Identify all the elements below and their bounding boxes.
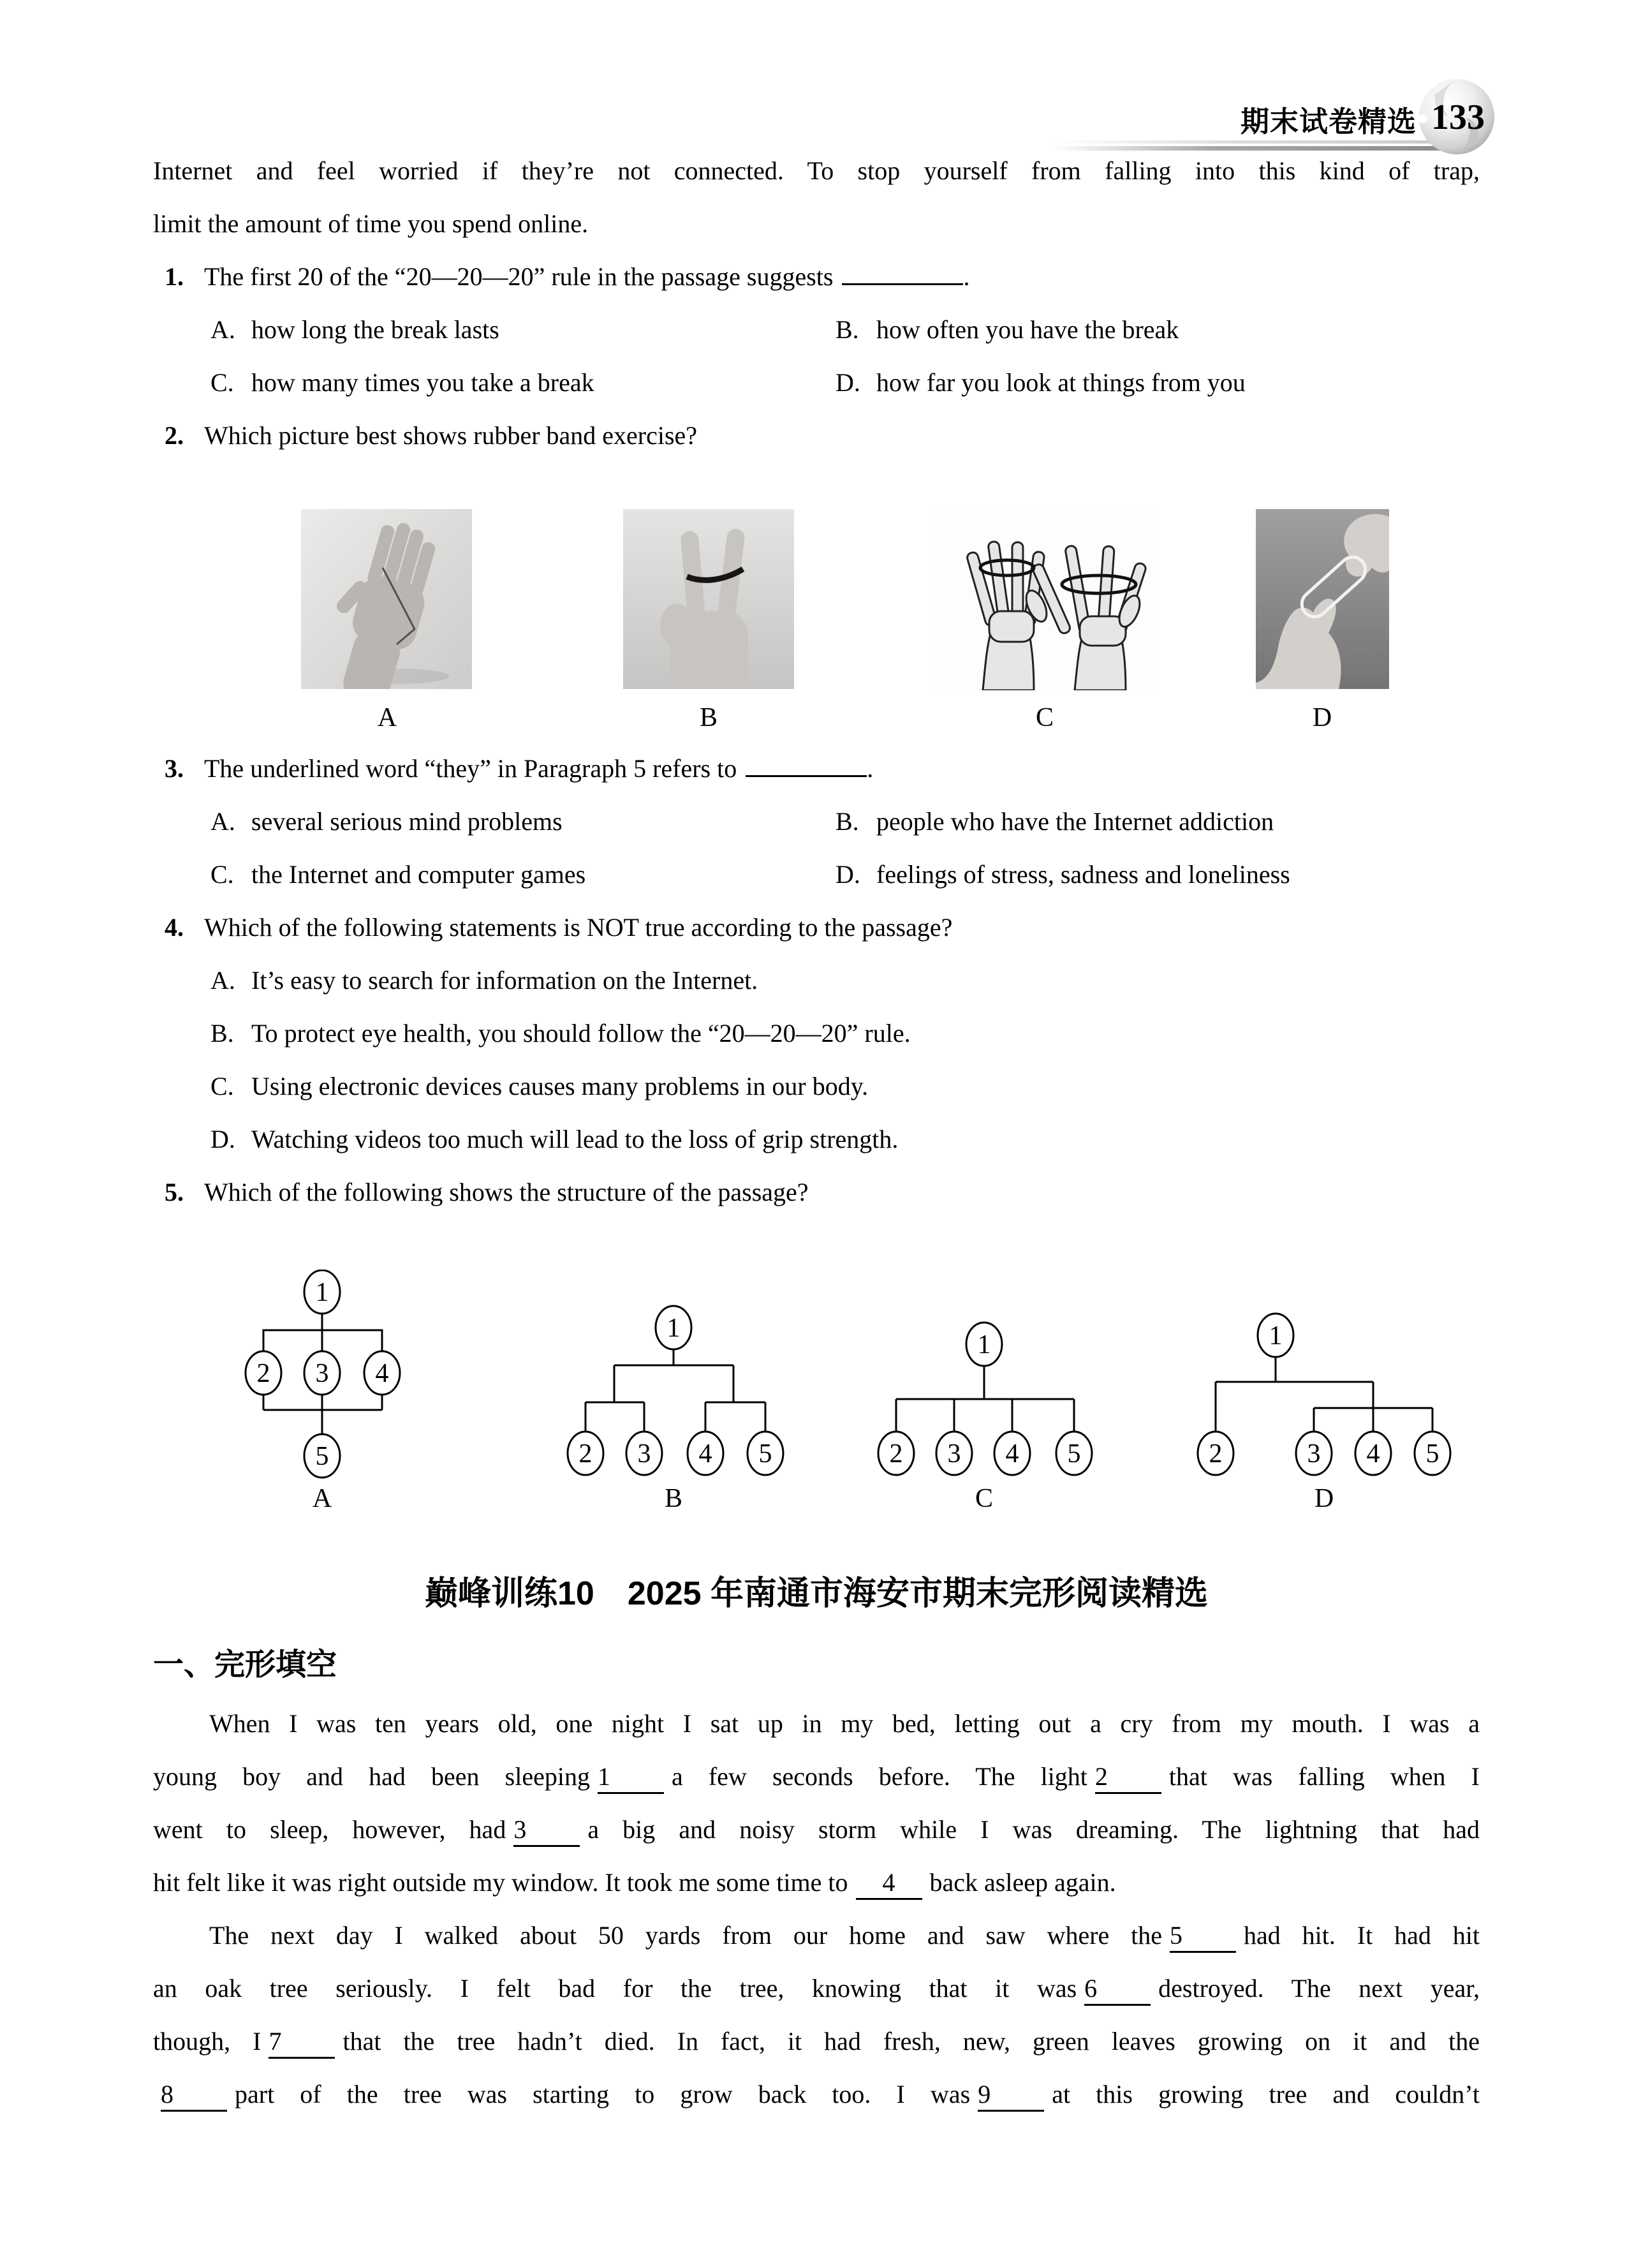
question-3-options-cd [210,848,1480,901]
header-title: 期末试卷精选 [1240,105,1417,138]
cloze-blank: 7 [269,2027,335,2059]
figure-d-stretching-band-image [1256,509,1389,689]
cloze-text: went to sleep, however, had [153,1815,506,1844]
cloze-text: a big and noisy storm while I was dreaming. The lightning that had [587,1815,1480,1844]
question-number: 2. [165,421,184,450]
question-1-options-ab [210,303,1480,356]
option-label: B. [836,315,859,344]
cloze-text: had hit. It had hit [1244,1921,1480,1950]
figure-label-c: C [1035,703,1054,732]
stem-text: Which of the following shows the structure of the passage? [204,1178,809,1206]
node-label: 5 [758,1439,772,1469]
part-title: 一、完形填空 [153,1648,337,1682]
option-text: people who have the Internet addiction [876,807,1274,836]
structure-diagrams [153,1270,1480,1480]
option-label: B. [836,807,859,836]
page-content [153,0,1480,2268]
question-number: 1. [165,262,184,291]
figure-b-fingers-band-image [623,509,794,689]
node-label: 1 [977,1330,991,1360]
cloze-line [153,1750,1480,1803]
stem-period: . [867,754,874,783]
cloze-text: destroyed. The next year, [1158,1974,1480,2003]
answer-blank [746,775,867,777]
cloze-text: When I was ten years old, one night I sat up in my bed, letting out a cry from my mouth. I was a [209,1709,1480,1738]
diagram-c [878,1323,1092,1475]
option-label: D. [836,860,860,889]
stem-text: The first 20 of the “20—20—20” rule in the passage suggests [204,262,834,291]
option-label: C. [210,860,234,889]
option-b [836,795,1480,848]
node-label: 4 [1366,1439,1380,1469]
option-text: To protect eye health, you should follow the “20—20—20” rule. [251,1019,911,1048]
figure-label-a: A [377,703,397,732]
diagram-b [568,1306,783,1475]
diagram-label-c: C [975,1484,993,1513]
question-1-stem [153,250,1480,303]
diagram-d [1198,1314,1450,1475]
cloze-blank: 1 [598,1762,664,1794]
option-a [210,303,836,356]
question-number: 4. [165,913,184,942]
option-text: Using electronic devices causes many problems in our body. [251,1072,869,1101]
cloze-line [153,1697,1480,1750]
cloze-text: young boy and had been sleeping [153,1762,590,1791]
question-4-option-a [210,954,1480,1007]
node-label: 3 [947,1439,961,1469]
option-label: D. [210,1125,235,1153]
option-label: C. [210,368,234,397]
cloze-blank: 9 [978,2080,1044,2112]
node-label: 2 [1209,1439,1223,1469]
cloze-line [153,1856,1480,1909]
node-label: 1 [1269,1321,1283,1351]
cloze-text: part of the tree was starting to grow back too. I was [235,2080,971,2109]
figure-label-d: D [1312,703,1332,732]
cloze-blank: 5 [1170,1921,1236,1953]
cloze-text: a few seconds before. The light [671,1762,1087,1791]
option-text: how long the break lasts [251,315,499,344]
option-a [210,795,836,848]
cloze-text: though, I [153,2027,261,2056]
stem-text: Which of the following statements is NOT true according to the passage? [204,913,953,942]
option-label: D. [836,368,860,397]
cloze-blank: 3 [513,1815,580,1847]
cloze-text: back asleep again. [929,1868,1116,1897]
option-label: B. [210,1019,234,1048]
node-label: 4 [1005,1439,1019,1469]
node-label: 1 [666,1314,681,1343]
cloze-blank: 4 [856,1868,922,1900]
node-label: 5 [315,1442,329,1471]
question-1-options-cd [210,356,1480,409]
cloze-line [153,1803,1480,1856]
cloze-line [153,1962,1480,2015]
option-d [836,848,1480,901]
cloze-blank: 2 [1095,1762,1161,1794]
node-label: 4 [698,1439,712,1469]
question-2-stem [153,409,1480,462]
diagram-label-d: D [1314,1484,1334,1513]
question-5-stem [153,1166,1480,1219]
question-3-options-ab [210,795,1480,848]
cloze-text: at this growing tree and couldn’t [1052,2080,1480,2109]
option-c [210,356,836,409]
option-text: the Internet and computer games [251,860,586,889]
node-label: 2 [889,1439,903,1469]
question-4-option-b [210,1007,1480,1060]
diagram-label-a: A [312,1484,332,1513]
diagram-label-b: B [664,1484,682,1513]
answer-blank [842,283,963,285]
cloze-line [153,2015,1480,2068]
option-b [836,303,1480,356]
cloze-text: an oak tree seriously. I felt bad for the tree, knowing that it was [153,1974,1077,2003]
cloze-paragraph-1 [153,1697,1480,1909]
node-label: 5 [1067,1439,1081,1469]
cloze-text: that was falling when I [1168,1762,1480,1791]
question-number: 3. [165,754,184,783]
node-label: 5 [1425,1439,1439,1469]
diagram-a [246,1270,400,1478]
page-number: 133 [1431,98,1485,137]
stem-text: The underlined word “they” in Paragraph 5 refers to [204,754,737,783]
cloze-text: The next day I walked about 50 yards from our home and saw where the [209,1921,1163,1950]
option-label: A. [210,315,235,344]
option-label: C. [210,1072,234,1101]
question-4-stem [153,901,1480,954]
cloze-line [153,1909,1480,1962]
node-label: 3 [637,1439,651,1469]
cloze-blank: 8 [161,2080,227,2112]
node-label: 2 [578,1439,593,1469]
cloze-blank: 6 [1084,1974,1151,2006]
node-label: 2 [256,1359,270,1388]
figure-c-drawing-two-hands-image [936,504,1154,690]
intro-line-1: Internet and feel worried if they’re not connected. To stop yourself from falling into this kind of trap, [153,156,1480,185]
option-text: several serious mind problems [251,807,563,836]
section-title: 巅峰训练10 2025 年南通市海安市期末完形阅读精选 [425,1575,1208,1612]
question-4-option-c [210,1060,1480,1113]
stem-text: Which picture best shows rubber band exercise? [204,421,698,450]
intro-line-2: limit the amount of time you spend online. [153,209,589,238]
question-3-stem [153,742,1480,795]
option-text: It’s easy to search for information on the Internet. [251,966,758,995]
node-label: 3 [1307,1439,1321,1469]
node-label: 3 [315,1359,329,1388]
figure-label-b: B [699,703,718,732]
option-text: Watching videos too much will lead to the loss of grip strength. [251,1125,899,1153]
option-label: A. [210,807,235,836]
option-text: how often you have the break [876,315,1179,344]
figure-a-hand-flat-image [301,509,472,689]
question-4-option-d [210,1113,1480,1166]
option-label: A. [210,966,235,995]
node-label: 1 [315,1278,329,1307]
option-c [210,848,836,901]
stem-period: . [963,262,970,291]
question-number: 5. [165,1178,184,1206]
node-label: 4 [375,1359,389,1388]
option-d [836,356,1480,409]
cloze-paragraph-2 [153,1909,1480,2121]
option-text: how far you look at things from you [876,368,1246,397]
cloze-text: hit felt like it was right outside my window. It took me some time to [153,1868,848,1897]
cloze-text: that the tree hadn’t died. In fact, it had fresh, new, green leaves growing on it and the [342,2027,1480,2056]
option-text: how many times you take a break [251,368,594,397]
cloze-line [153,2068,1480,2121]
option-text: feelings of stress, sadness and loneliness [876,860,1290,889]
